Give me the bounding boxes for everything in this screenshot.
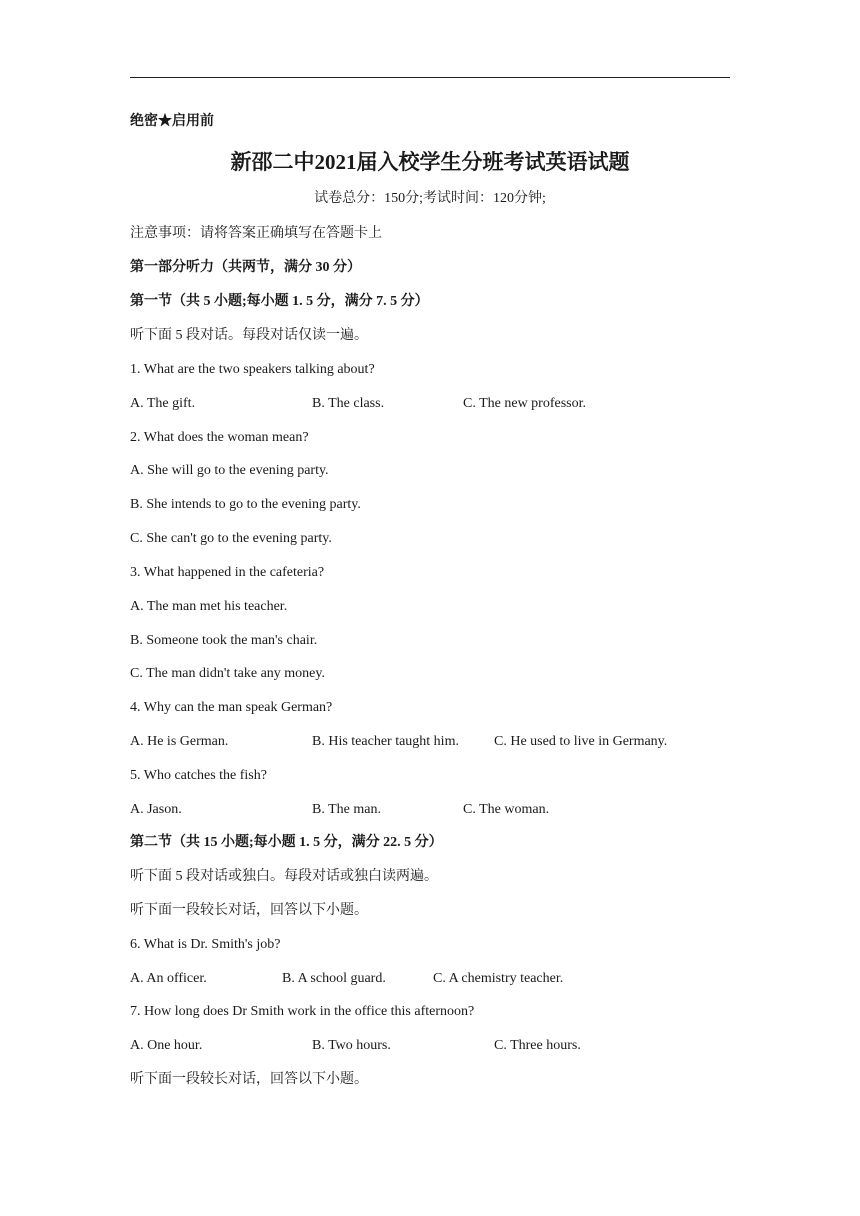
q3-option-a: A. The man met his teacher. — [130, 599, 288, 614]
q5-option-c: C. The woman. — [463, 802, 550, 817]
q3-option-c: C. The man didn't take any money. — [130, 666, 325, 681]
q2-option-b: B. She intends to go to the evening party. — [130, 497, 361, 512]
q1-option-a: A. The gift. — [130, 396, 196, 411]
q1-option-c: C. The new professor. — [463, 396, 586, 411]
question-4: 4. Why can the man speak German? — [130, 700, 333, 715]
question-2: 2. What does the woman mean? — [130, 430, 309, 445]
question-6: 6. What is Dr. Smith's job? — [130, 937, 281, 952]
q7-option-a: A. One hour. — [130, 1038, 203, 1053]
q4-option-b: B. His teacher taught him. — [312, 734, 459, 749]
q1-option-b: B. The class. — [312, 396, 385, 411]
q6-option-a: A. An officer. — [130, 971, 207, 986]
question-1: 1. What are the two speakers talking about? — [130, 362, 375, 377]
section1-heading: 第一节（共 5 小题;每小题 1. 5 分，满分 7. 5 分） — [130, 294, 429, 309]
q4-option-c: C. He used to live in Germany. — [494, 734, 668, 749]
q5-option-a: A. Jason. — [130, 802, 182, 817]
section2-instruction: 听下面 5 段对话或独白。每段对话或独白读两遍。 — [130, 869, 438, 884]
q6-option-b: B. A school guard. — [282, 971, 386, 986]
page-title: 新邵二中2021届入校学生分班考试英语试题 — [230, 150, 630, 174]
q7-option-b: B. Two hours. — [312, 1038, 391, 1053]
section1-instruction: 听下面 5 段对话。每段对话仅读一遍。 — [130, 328, 368, 343]
question-5: 5. Who catches the fish? — [130, 768, 267, 783]
q3-option-b: B. Someone took the man's chair. — [130, 633, 318, 648]
question-3: 3. What happened in the cafeteria? — [130, 565, 325, 580]
section2-sub-instruction-2: 听下面一段较长对话，回答以下小题。 — [130, 1072, 368, 1087]
q2-option-c: C. She can't go to the evening party. — [130, 531, 332, 546]
q2-option-a: A. She will go to the evening party. — [130, 463, 329, 478]
q7-option-c: C. Three hours. — [494, 1038, 581, 1053]
q6-option-c: C. A chemistry teacher. — [433, 971, 564, 986]
notice-text: 注意事项：请将答案正确填写在答题卡上 — [130, 226, 382, 241]
exam-meta: 试卷总分：150分;考试时间：120分钟; — [314, 191, 546, 206]
part1-heading: 第一部分听力（共两节，满分 30 分） — [130, 260, 361, 275]
section2-heading: 第二节（共 15 小题;每小题 1. 5 分，满分 22. 5 分） — [130, 835, 443, 850]
header-rule — [130, 77, 730, 78]
confidential-label: 绝密★启用前 — [130, 114, 214, 129]
q4-option-a: A. He is German. — [130, 734, 229, 749]
q5-option-b: B. The man. — [312, 802, 381, 817]
question-7: 7. How long does Dr Smith work in the office this afternoon? — [130, 1004, 475, 1019]
section2-sub-instruction-1: 听下面一段较长对话，回答以下小题。 — [130, 903, 368, 918]
